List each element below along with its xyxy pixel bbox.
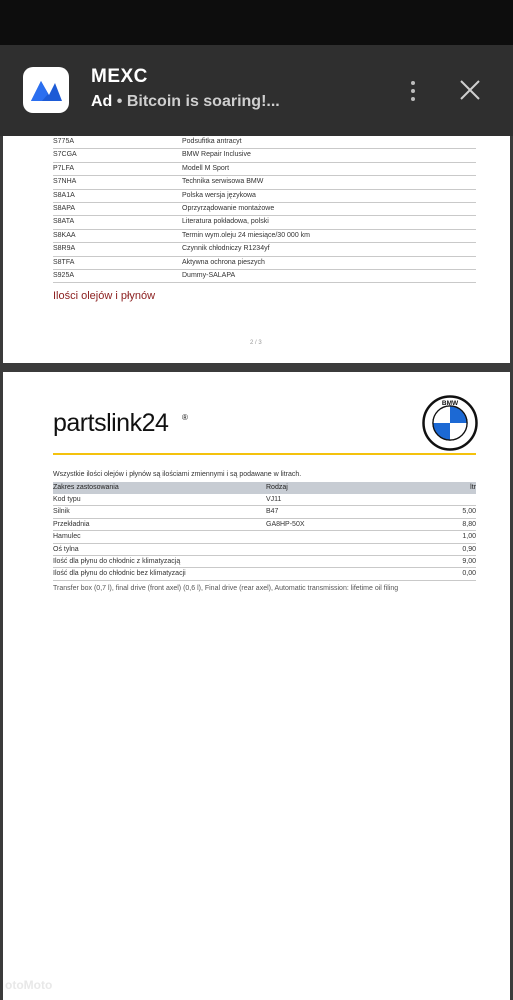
option-description: Oprzyrządowanie montażowe — [182, 204, 275, 212]
section-title: Ilości olejów i płynów — [53, 290, 156, 302]
ad-subtitle — [91, 93, 280, 111]
cell-scope: Ilość dla płynu do chłodnic z klimatyzacją — [53, 557, 181, 565]
option-description: Termin wym.oleju 24 miesiące/30 000 km — [182, 231, 310, 239]
option-description: Technika serwisowa BMW — [182, 178, 264, 186]
cell-scope: Kod typu — [53, 496, 81, 503]
options-table — [53, 136, 476, 283]
table-header — [53, 482, 476, 494]
cell-litres: 0,90 — [462, 545, 476, 553]
table-row — [53, 519, 476, 531]
mexc-logo-icon — [23, 67, 69, 113]
page-number: 2 / 3 — [250, 340, 262, 346]
cell-scope: Silnik — [53, 508, 70, 516]
option-code: S8TFA — [53, 258, 75, 266]
table-row — [53, 136, 476, 149]
option-description: Literatura pokładowa, polski — [182, 218, 269, 226]
table-row — [53, 176, 476, 189]
option-code: S8KAA — [53, 231, 76, 239]
ad-tag: Ad — [91, 93, 113, 110]
more-options-icon[interactable] — [404, 79, 422, 103]
option-description: Aktywna ochrona pieszych — [182, 258, 265, 266]
ad-banner[interactable] — [0, 45, 513, 136]
option-code: S8R9A — [53, 245, 76, 253]
partslink24-logo — [53, 409, 253, 449]
cell-scope: Oś tylna — [53, 545, 79, 553]
option-code: P7LFA — [53, 164, 75, 172]
cell-scope: Ilość dla płynu do chłodnic bez klimatyzacji — [53, 570, 186, 578]
ad-text: Bitcoin is soaring!... — [126, 93, 280, 110]
table-row — [53, 203, 476, 216]
table-row — [53, 163, 476, 176]
option-description: BMW Repair Inclusive — [182, 151, 251, 159]
watermark: otoMoto — [5, 978, 53, 992]
status-bar — [0, 0, 513, 45]
fluids-table — [53, 482, 476, 581]
document-page-2 — [3, 136, 510, 363]
logo-text: partslink24 — [53, 409, 169, 437]
cell-litres: 8,80 — [462, 520, 476, 528]
option-description: Polska wersja językowa — [182, 191, 256, 199]
cell-scope: Przekładnia — [53, 520, 90, 528]
table-row — [53, 190, 476, 203]
option-code: S8ATA — [53, 218, 75, 226]
accent-divider — [53, 453, 476, 455]
table-row — [53, 216, 476, 229]
table-row — [53, 270, 476, 283]
document-page-3 — [3, 372, 510, 1000]
bmw-letters: BMW — [441, 399, 459, 407]
header-type: Rodzaj — [266, 484, 288, 491]
cell-scope: Hamulec — [53, 533, 81, 541]
option-code: S7NHA — [53, 178, 77, 186]
cell-type: B47 — [266, 508, 279, 516]
option-code: S775A — [53, 138, 75, 145]
cell-type: GA8HP-50X — [266, 520, 305, 528]
cell-litres: 1,00 — [462, 533, 476, 541]
close-icon[interactable] — [458, 78, 482, 102]
bmw-logo-icon — [422, 395, 478, 451]
option-description: Podsufitka antracyt — [182, 138, 242, 145]
header-scope: Zakres zastosowania — [53, 484, 119, 491]
cell-litres: 5,00 — [462, 508, 476, 516]
table-row — [53, 149, 476, 162]
option-description: Dummy-SALAPA — [182, 271, 236, 279]
option-description: Modell M Sport — [182, 164, 230, 172]
option-code: S7CGA — [53, 151, 77, 159]
fluids-note: Wszystkie ilości olejów i płynów są ilościami zmiennymi i są podawane w litrach. — [53, 471, 302, 478]
cell-type: VJ11 — [266, 496, 282, 503]
cell-litres: 0,00 — [462, 570, 476, 578]
table-row — [53, 568, 476, 580]
ad-title: MEXC — [91, 66, 148, 87]
option-code: S8A1A — [53, 191, 75, 199]
table-row — [53, 230, 476, 243]
option-code: S8APA — [53, 204, 76, 212]
fluids-footnote: Transfer box (0,7 l), final drive (front axel) (0,6 l), Final drive (rear axel), Automatic transmission: lifetime oil filing — [53, 585, 399, 592]
table-row — [53, 506, 476, 518]
option-description: Czynnik chłodniczy R1234yf — [182, 245, 270, 253]
table-row — [53, 494, 476, 506]
header-litres: ltr — [470, 484, 476, 491]
cell-litres: 9,00 — [462, 557, 476, 565]
option-code: S925A — [53, 271, 75, 279]
table-row — [53, 544, 476, 556]
ad-separator: • — [112, 93, 127, 110]
table-row — [53, 531, 476, 543]
table-row — [53, 556, 476, 568]
table-row — [53, 243, 476, 256]
table-row — [53, 257, 476, 270]
registered-mark: ® — [182, 413, 188, 422]
